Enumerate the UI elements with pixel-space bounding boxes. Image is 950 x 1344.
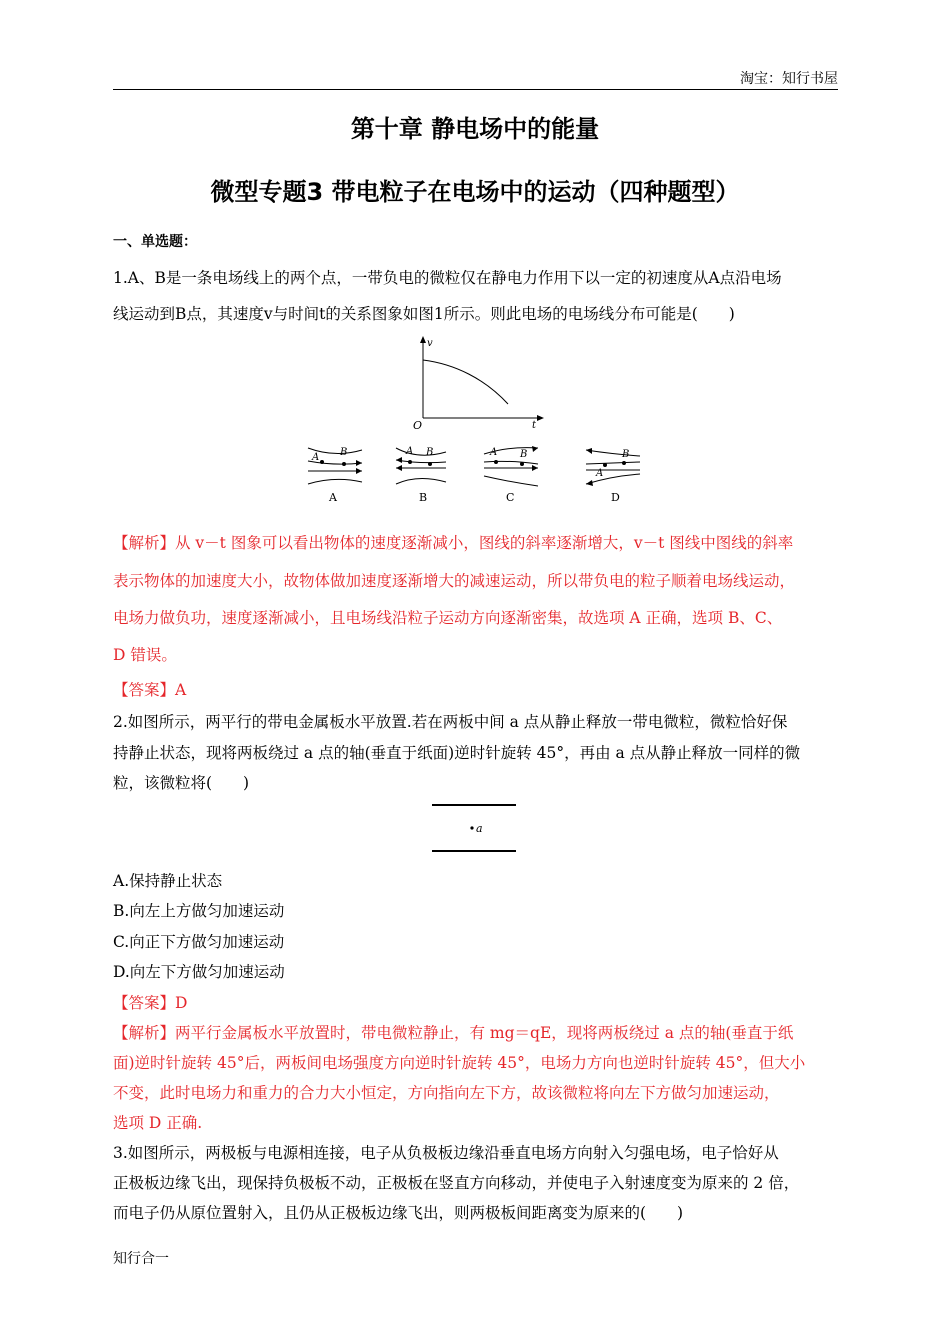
topic-title: 微型专题3 带电粒子在电场中的运动（四种题型） <box>210 178 740 206</box>
q2-analysis-3: 不变，此时电场力和重力的合力大小恒定，方向指向左下方，故该微粒将向左下方做匀加速运动， <box>113 1084 780 1102</box>
point-a <box>470 826 473 829</box>
field-line-options <box>300 440 650 508</box>
opt-a-point-b: B <box>340 447 348 458</box>
q1-line-2: 线运动到B点，其速度v与时间t的关系图象如图1所示。则此电场的电场线分布可能是( ) <box>113 305 735 323</box>
q2-option-c: C.向正下方做匀加速运动 <box>113 933 285 951</box>
vt-axis-t: t <box>532 420 537 431</box>
q2-analysis-2: 面)逆时针旋转 45°后，两板间电场强度方向逆时针旋转 45°，电场力方向也逆时针旋转 45°，但大小 <box>113 1054 806 1072</box>
opt-c-point-b: B <box>520 449 528 460</box>
q2-option-a: A.保持静止状态 <box>113 872 223 890</box>
q1-line-1: 1.A、B是一条电场线上的两个点，一带负电的微粒仅在静电力作用下以一定的初速度从A点沿电场 <box>113 269 782 287</box>
q2-analysis-4: 选项 D 正确. <box>113 1114 203 1132</box>
q2-line-3: 粒，该微粒将( ) <box>113 774 250 792</box>
opt-c-point-a: A <box>490 447 498 458</box>
q1-analysis-2: 表示物体的加速度大小，故物体做加速度逐渐增大的减速运动，所以带负电的粒子顺着电场线运动， <box>113 572 796 590</box>
q2-answer: 【答案】D <box>113 994 188 1012</box>
q2-line-1: 2.如图所示，两平行的带电金属板水平放置.若在两板中间 a 点从静止释放一带电微粒，微粒恰好保 <box>113 713 788 731</box>
vt-axis-v: v <box>427 338 433 349</box>
option-d-diagram <box>586 448 640 504</box>
q1-analysis-1: 【解析】从 v－t 图象可以看出物体的速度逐渐减小，图线的斜率逐渐增大，v－t 图线中图线的斜率 <box>113 534 794 552</box>
q2-option-b: B.向左上方做匀加速运动 <box>113 902 285 920</box>
q2-line-2: 持静止状态，现将两板绕过 a 点的轴(垂直于纸面)逆时针旋转 45°，再由 a 点从静止释放一同样的微 <box>113 744 801 762</box>
vt-origin: O <box>413 419 423 432</box>
q1-analysis-3: 电场力做负功，速度逐渐减小，且电场线沿粒子运动方向逐渐密集，故选项 A 正确，选项 B、C、 <box>113 609 783 627</box>
q1-answer: 【答案】A <box>113 681 187 699</box>
chapter-title: 第十章 静电场中的能量 <box>350 115 600 143</box>
q3-line-1: 3.如图所示，两极板与电源相连接，电子从负极板边缘沿垂直电场方向射入匀强电场，电子恰好从 <box>113 1144 779 1162</box>
footer-text: 知行合一 <box>113 1251 169 1267</box>
q2-option-d: D.向左下方做匀加速运动 <box>113 963 285 981</box>
option-b-diagram <box>396 446 446 504</box>
vt-graph <box>400 334 550 434</box>
q3-line-3: 而电子仍从原位置射入，且仍从正极板边缘飞出，则两极板间距离变为原来的( ) <box>113 1204 684 1222</box>
opt-b-point-a: A <box>406 446 414 457</box>
option-a-label: A <box>329 491 337 504</box>
option-b-label: B <box>419 491 428 504</box>
opt-b-point-b: B <box>426 447 434 458</box>
option-c-diagram <box>484 446 538 504</box>
point-a-label: a <box>476 822 483 835</box>
option-c-label: C <box>506 491 515 504</box>
header-rule <box>113 89 838 90</box>
section-heading: 一、单选题： <box>113 234 197 250</box>
option-a-diagram <box>308 447 362 504</box>
q3-line-2: 正极板边缘飞出，现保持负极板不动，正极板在竖直方向移动，并使电子入射速度变为原来的 2 倍， <box>113 1174 800 1192</box>
parallel-plates-figure <box>430 798 520 858</box>
opt-d-point-b: B <box>622 449 630 460</box>
option-d-label: D <box>611 491 620 504</box>
vt-curve <box>423 360 508 404</box>
q1-analysis-4: D 错误。 <box>113 646 177 664</box>
header-shop: 淘宝：知行书屋 <box>740 71 838 87</box>
opt-a-point-a: A <box>312 452 320 463</box>
q2-analysis-1: 【解析】两平行金属板水平放置时，带电微粒静止，有 mg＝qE，现将两板绕过 a 点的轴(垂直于纸 <box>113 1024 794 1042</box>
opt-d-point-a: A <box>596 468 604 479</box>
